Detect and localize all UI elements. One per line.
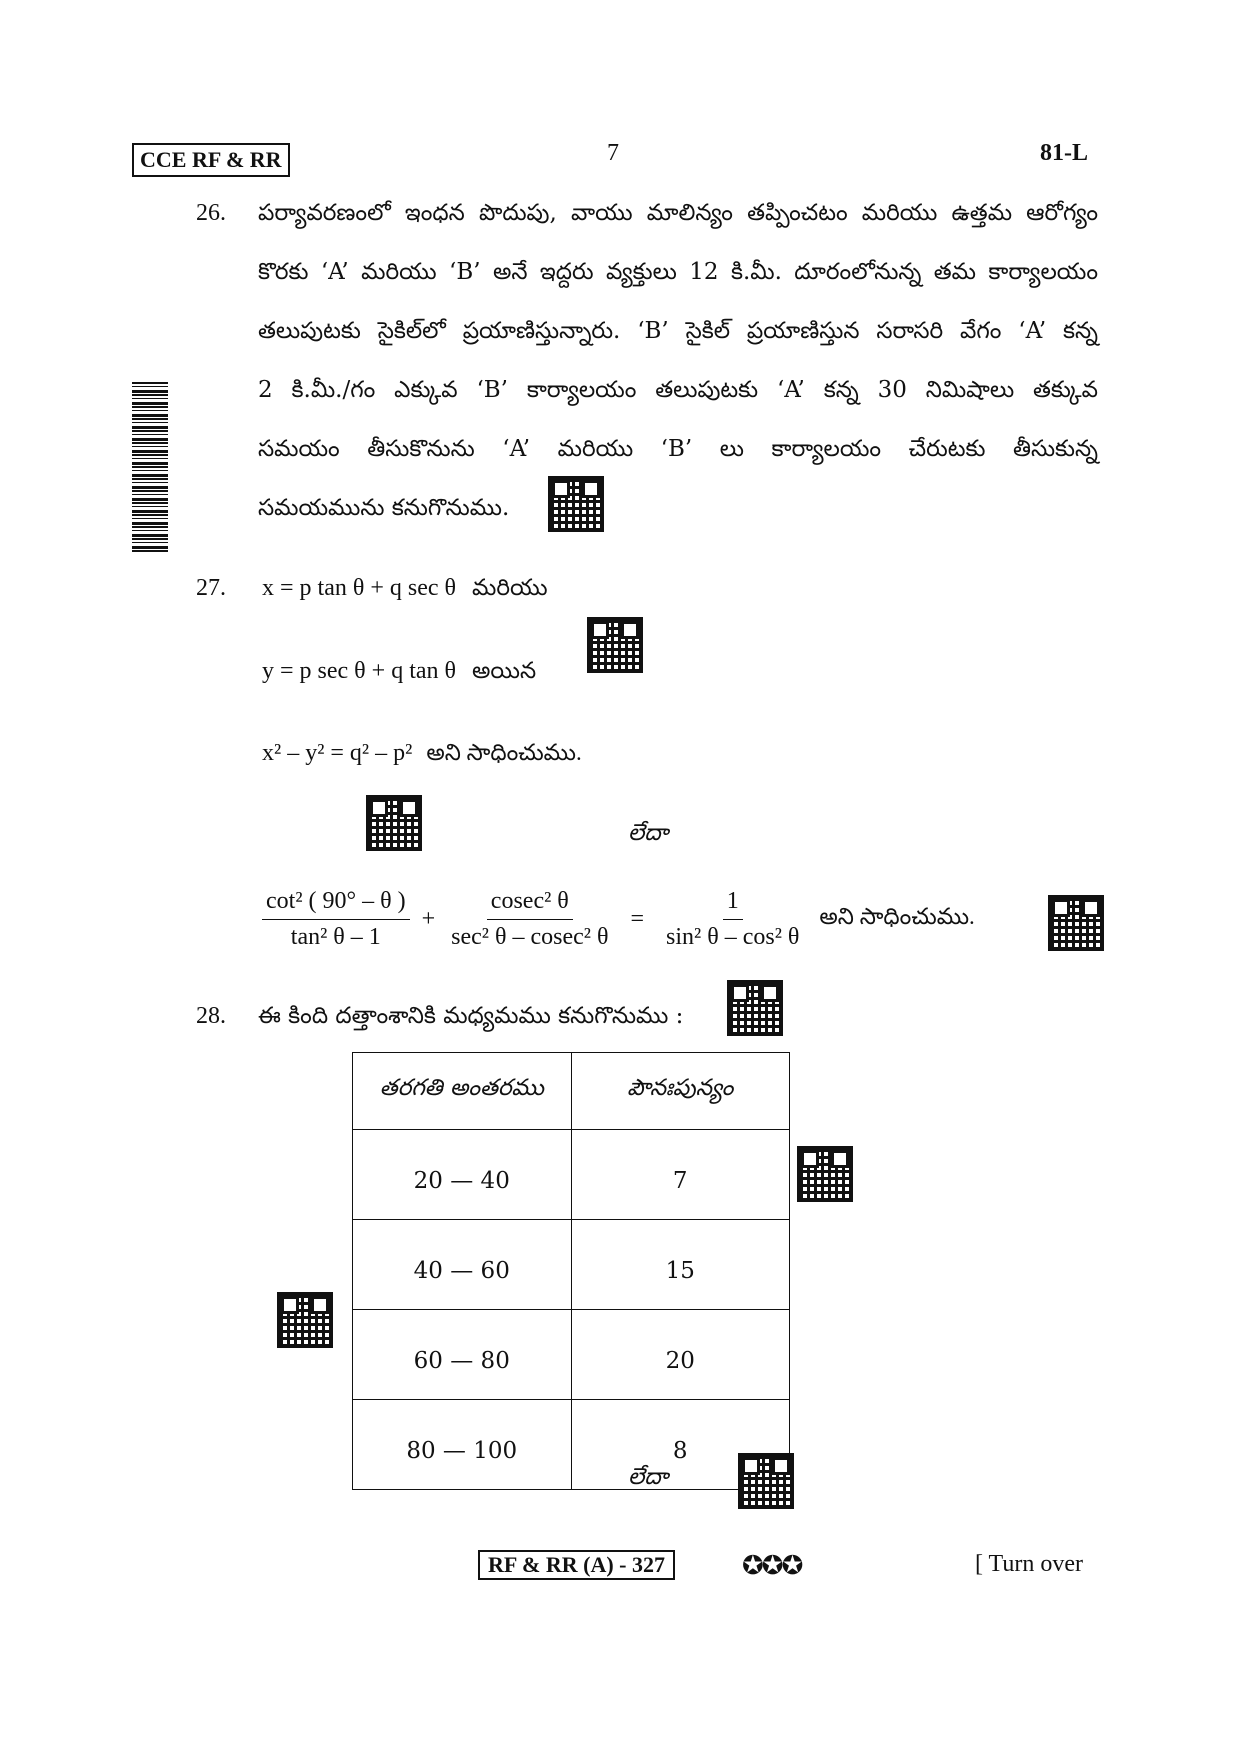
fraction-2-denominator: sec² θ – cosec² θ: [451, 924, 609, 950]
table-cell: 15: [571, 1220, 790, 1310]
qr-code-icon: [277, 1292, 333, 1348]
turn-over-label: [ Turn over: [975, 1551, 1084, 1577]
q26-line-3: తలుపుటకు సైకిల్‌లో ప్రయాణిస్తున్నారు. ‘B’ సైకిల్ ప్రయాణిస్తున సరాసరి వేగం ‘A’ కన్న: [258, 318, 1098, 344]
q27-line2-math: y = p sec θ + q tan θ: [262, 658, 457, 684]
table-cell: 7: [571, 1130, 790, 1220]
q27-equation-x: [262, 575, 548, 607]
frequency-table: [352, 1052, 790, 1490]
question-27-number: 27.: [196, 575, 226, 601]
q28-or: లేదా: [628, 1464, 669, 1490]
footer-star-marks: ✪✪✪: [742, 1551, 802, 1581]
fraction-1-denominator: tan² θ – 1: [290, 924, 381, 950]
q26-line-1: పర్యావరణంలో ఇంధన పొదుపు, వాయు మాలిన్యం తప్పించటం మరియు ఉత్తమ ఆరోగ్యం: [258, 200, 1098, 226]
q27-identity: [262, 740, 582, 772]
q27-prove-text: అని సాధించుము.: [819, 903, 975, 929]
side-barcode: [132, 382, 168, 554]
qr-code-icon: [727, 980, 783, 1036]
qr-code-icon: [1048, 895, 1104, 951]
table-header-frequency: పౌనఃపున్యం: [571, 1053, 790, 1130]
header-subject-code: CCE RF & RR: [132, 143, 290, 177]
q27-line1-math: x = p tan θ + q sec θ: [262, 575, 457, 601]
q28-text: ఈ కింది దత్తాంశానికి మధ్యమము కనుగొనుము :: [258, 1003, 684, 1029]
table-row: [353, 1130, 790, 1220]
fraction-1: [262, 888, 410, 951]
footer-paper-code: RF & RR (A) - 327: [478, 1550, 675, 1580]
table-cell: 40 — 60: [353, 1220, 572, 1310]
table-cell: 60 — 80: [353, 1310, 572, 1400]
table-cell: 8: [571, 1400, 790, 1490]
plus-sign: +: [421, 906, 436, 932]
table-row: [353, 1220, 790, 1310]
fraction-3-denominator: sin² θ – cos² θ: [666, 924, 800, 950]
table-cell: 20 — 40: [353, 1130, 572, 1220]
table-row: [353, 1310, 790, 1400]
question-28-number: 28.: [196, 1003, 226, 1029]
table-header-row: [353, 1053, 790, 1130]
table-header-class-interval: తరగతి అంతరము: [353, 1053, 572, 1130]
q27-equation-y: [262, 658, 536, 690]
q27-line1-text: మరియు: [472, 575, 548, 600]
equals-sign: =: [630, 906, 645, 932]
qr-code-icon: [587, 617, 643, 673]
table-cell: 80 — 100: [353, 1400, 572, 1490]
q26-line-4: 2 కి.మీ./గం ఎక్కువ ‘B’ కార్యాలయం తలుపుటకు ‘A’ కన్న 30 నిమిషాలు తక్కువ: [258, 377, 1098, 403]
q27-line2-text: అయిన: [472, 658, 537, 683]
qr-code-icon: [366, 795, 422, 851]
fraction-2-numerator: cosec² θ: [487, 888, 573, 920]
fraction-3-numerator: 1: [723, 888, 743, 920]
q27-fraction-identity: [262, 888, 975, 951]
q27-or: లేదా: [628, 820, 669, 846]
q27-line3-text: అని సాధించుము.: [426, 740, 582, 765]
page-number: 7: [607, 140, 619, 166]
fraction-3: [662, 888, 803, 951]
qr-code-icon: [797, 1146, 853, 1202]
q26-line-6: సమయమును కనుగొనుము.: [258, 495, 510, 521]
qr-code-icon: [548, 476, 604, 532]
q26-line-5: సమయం తీసుకొనును ‘A’ మరియు ‘B’ లు కార్యాలయం చేరుటకు తీసుకున్న: [258, 436, 1098, 462]
table-cell: 20: [571, 1310, 790, 1400]
question-26-number: 26.: [196, 200, 226, 226]
table-row: [353, 1400, 790, 1490]
fraction-1-numerator: cot² ( 90° – θ ): [262, 888, 410, 920]
q26-line-2: కొరకు ‘A’ మరియు ‘B’ అనే ఇద్దరు వ్యక్తులు 12 కి.మీ. దూరంలోనున్న తమ కార్యాలయం: [258, 259, 1098, 285]
qr-code-icon: [738, 1453, 794, 1509]
q27-line3-math: x² – y² = q² – p²: [262, 740, 413, 766]
header-paper-code: 81-L: [1040, 140, 1088, 166]
fraction-2: [447, 888, 612, 951]
